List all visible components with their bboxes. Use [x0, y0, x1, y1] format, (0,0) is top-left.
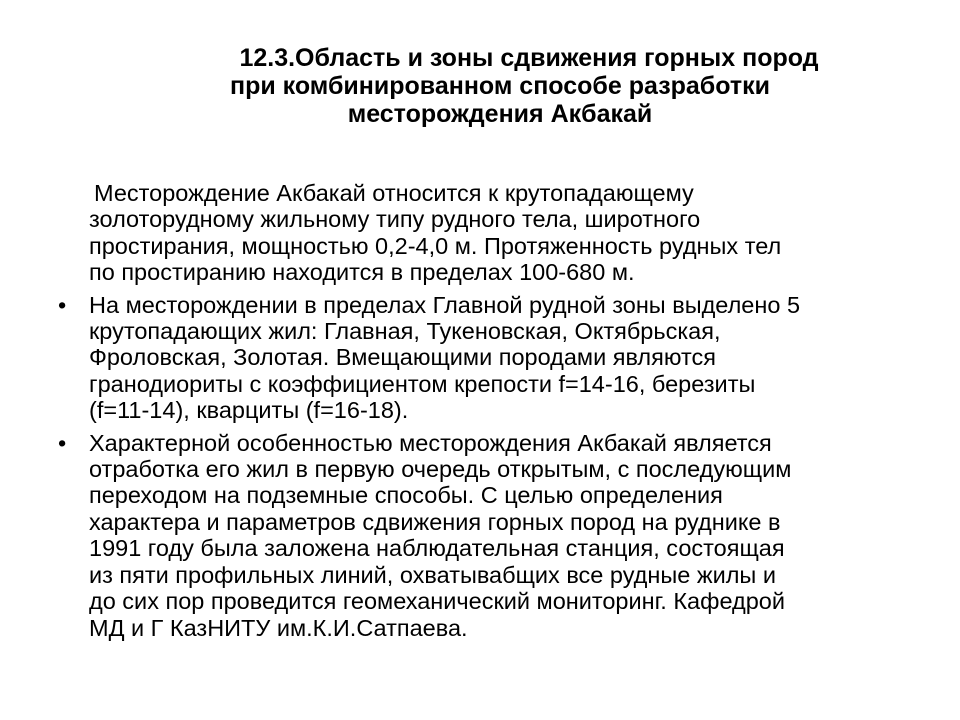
- bullet-2-line-7: до сих пор проведится геомеханический мониторинг. Кафедрой: [89, 588, 785, 615]
- title-line-2: при комбинированном способе разработки: [229, 72, 771, 100]
- bullet-1-line-3: Фроловская, Золотая. Вмещающими породами являются: [89, 344, 716, 371]
- bullet-1-line-4: гранодиориты с коэффициентом крепости f=14-16, березиты: [89, 370, 756, 397]
- bullet-2-line-2: отработка его жил в первую очередь открытым, с последующим: [89, 456, 792, 483]
- bullet-1-line-1: На месторождении в пределах Главной рудной зоны выделено 5: [89, 291, 801, 318]
- bullet-icon: •: [58, 291, 67, 318]
- title-line-1: 12.3.Область и зоны сдвижения горных пород: [239, 44, 819, 72]
- bullet-2-line-5: 1991 году была заложена наблюдательная станция, состоящая: [89, 535, 785, 562]
- slide-title: [130, 44, 870, 128]
- bullet-1-line-2: крутопадающих жил: Главная, Тукеновская, Октябрьская,: [89, 318, 721, 345]
- bullet-1-line-5: (f=11-14), кварциты (f=16-18).: [89, 397, 409, 424]
- bullet-item-1: [58, 292, 918, 424]
- intro-line-3: простирания, мощностью 0,2-4,0 м. Протяженность рудных тел: [89, 232, 782, 259]
- bullet-icon: •: [58, 429, 67, 456]
- bullet-2-line-1: Характерной особенностью месторождения Акбакай является: [89, 429, 772, 456]
- bullet-2-line-8: МД и Г КазНИТУ им.К.И.Сатпаева.: [89, 614, 468, 641]
- bullet-2-line-4: характера и параметров сдвижения горных пород на руднике в: [89, 508, 781, 535]
- bullet-2-line-6: из пяти профильных линий, охватывабщих все рудные жилы и: [89, 561, 776, 588]
- intro-line-4: по простиранию находится в пределах 100-680 м.: [89, 259, 635, 286]
- slide-body: [58, 180, 918, 641]
- bullet-item-2: [58, 430, 918, 641]
- bullet-2-line-3: переходом на подземные способы. С целью определения: [89, 482, 723, 509]
- intro-paragraph: [58, 180, 918, 286]
- title-line-3: месторождения Акбакай: [347, 100, 653, 128]
- intro-line-2: золоторудному жильному типу рудного тела, широтного: [89, 206, 701, 233]
- intro-line-1: Месторождение Акбакай относится к крутопадающему: [94, 180, 694, 206]
